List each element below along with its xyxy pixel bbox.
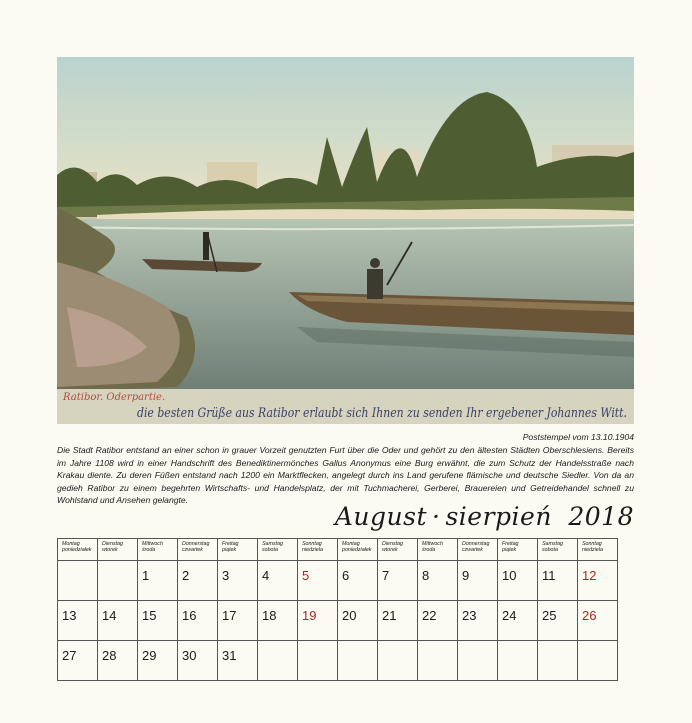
weekday-header	[178, 539, 218, 561]
day-number: 16	[182, 608, 197, 623]
weekday-header	[578, 539, 618, 561]
day-cell	[458, 561, 498, 601]
day-cell	[378, 601, 418, 641]
day-cell	[218, 561, 258, 601]
day-number: 30	[182, 648, 197, 663]
day-cell	[178, 601, 218, 641]
day-cell	[458, 641, 498, 681]
day-cell	[298, 641, 338, 681]
day-number: 21	[382, 608, 397, 623]
weekday-header	[258, 539, 298, 561]
weekday-de: Freitag	[222, 541, 239, 547]
day-cell	[138, 601, 178, 641]
day-cell	[418, 561, 458, 601]
weekday-de: Samstag	[542, 541, 563, 547]
weekday-header	[538, 539, 578, 561]
weekday-pl: wtorek	[102, 547, 118, 554]
weekday-de: Freitag	[502, 541, 519, 547]
day-number: 12	[582, 568, 597, 583]
weekday-header	[418, 539, 458, 561]
weekday-header	[218, 539, 258, 561]
weekday-de: Dienstag	[102, 541, 123, 547]
day-number: 10	[502, 568, 517, 583]
postmark-date: Poststempel vom 13.10.1904	[522, 432, 634, 442]
day-number: 26	[582, 608, 597, 623]
day-number: 31	[222, 648, 237, 663]
day-number: 22	[422, 608, 437, 623]
postcard-handwriting: die besten Grüße aus Ratibor erlaubt sich Ihnen zu senden Ihr ergebener Johannes Witt.	[137, 406, 627, 421]
weekday-pl: czwartek	[462, 547, 483, 554]
weekday-pl: czwartek	[182, 547, 203, 554]
day-number: 13	[62, 608, 77, 623]
day-cell	[138, 641, 178, 681]
weekday-de: Sonntag	[582, 541, 602, 547]
week-row	[58, 641, 618, 681]
weekday-header	[338, 539, 378, 561]
day-cell	[338, 641, 378, 681]
day-cell	[98, 641, 138, 681]
day-cell	[538, 641, 578, 681]
day-number: 19	[302, 608, 317, 623]
month-title: August · sierpień 2018	[334, 502, 634, 531]
month-de: August	[334, 502, 427, 531]
weekday-pl: piątek	[222, 547, 237, 554]
day-number: 8	[422, 568, 430, 583]
caption	[57, 431, 634, 506]
postcard-printed-title: Ratibor. Oderpartie.	[63, 392, 166, 403]
weekday-de: Sonntag	[302, 541, 322, 547]
day-number: 3	[222, 568, 230, 583]
weekday-header	[138, 539, 178, 561]
day-number: 1	[142, 568, 150, 583]
day-cell	[298, 601, 338, 641]
day-cell	[58, 601, 98, 641]
weekday-header	[498, 539, 538, 561]
day-number: 7	[382, 568, 390, 583]
day-cell	[458, 601, 498, 641]
day-number: 2	[182, 568, 190, 583]
day-cell	[98, 601, 138, 641]
weekday-header	[378, 539, 418, 561]
weekday-de: Mittwoch	[422, 541, 443, 547]
weekday-pl: środa	[422, 547, 436, 554]
day-cell	[218, 601, 258, 641]
weekday-pl: piątek	[502, 547, 517, 554]
day-number: 15	[142, 608, 157, 623]
weekday-de: Samstag	[262, 541, 283, 547]
day-number: 6	[342, 568, 350, 583]
day-cell	[538, 561, 578, 601]
day-cell	[258, 641, 298, 681]
day-cell	[498, 561, 538, 601]
day-number: 20	[342, 608, 357, 623]
day-cell	[378, 641, 418, 681]
month-pl: sierpień	[445, 502, 552, 531]
weekday-pl: wtorek	[382, 547, 398, 554]
calendar-grid	[57, 538, 618, 681]
day-cell	[98, 561, 138, 601]
day-cell	[338, 601, 378, 641]
day-cell	[178, 561, 218, 601]
week-row	[58, 561, 618, 601]
day-cell	[58, 561, 98, 601]
day-cell	[578, 601, 618, 641]
day-number: 5	[302, 568, 310, 583]
weekday-header	[98, 539, 138, 561]
day-number: 4	[262, 568, 270, 583]
day-cell	[58, 641, 98, 681]
weekday-pl: niedziela	[302, 547, 323, 554]
day-number: 29	[142, 648, 157, 663]
day-cell	[538, 601, 578, 641]
day-number: 25	[542, 608, 557, 623]
weekday-pl: poniedziałek	[342, 547, 372, 554]
day-cell	[578, 641, 618, 681]
weekday-de: Montag	[62, 541, 80, 547]
weekday-pl: środa	[142, 547, 156, 554]
day-number: 27	[62, 648, 77, 663]
day-cell	[418, 601, 458, 641]
day-number: 17	[222, 608, 237, 623]
weekday-de: Dienstag	[382, 541, 403, 547]
year: 2018	[568, 502, 634, 531]
weekday-header	[458, 539, 498, 561]
day-number: 23	[462, 608, 477, 623]
weekday-header	[298, 539, 338, 561]
day-cell	[498, 601, 538, 641]
weekday-de: Montag	[342, 541, 360, 547]
weekday-header	[58, 539, 98, 561]
weekday-pl: niedziela	[582, 547, 603, 554]
weekday-pl: sobota	[262, 547, 278, 554]
day-cell	[218, 641, 258, 681]
day-cell	[258, 601, 298, 641]
postcard-photo	[57, 57, 634, 424]
day-number: 28	[102, 648, 117, 663]
day-number: 14	[102, 608, 117, 623]
day-number: 11	[542, 568, 556, 583]
day-cell	[498, 641, 538, 681]
day-cell	[338, 561, 378, 601]
week-row	[58, 601, 618, 641]
day-number: 24	[502, 608, 517, 623]
day-cell	[178, 641, 218, 681]
day-cell	[258, 561, 298, 601]
weekday-pl: poniedziałek	[62, 547, 92, 554]
day-cell	[298, 561, 338, 601]
day-cell	[418, 641, 458, 681]
caption-text: Die Stadt Ratibor entstand an einer schon in grauer Vorzeit genutzten Furt über die Oder und gehört zu den ältesten Städten Oberschlesiens. Bereits im Jahre 1108 wird in einer Handschrift des Benediktinermönches Gallus Anonymus eine Burg erwähnt, die zum Schutz der Handelsstraße nach Krakau diente. Zu deren Füßen entstand nach 1200 ein Marktflecken, angelegt durch ins Land gerufene flämische und deutsche Siedler. Von da an gedieh Ratibor zu einem begehrten Wirtschafts- und Handelsplatz, der mit Tuchmacherei, Gerberei, Brauereien und Getreidehandel schnell zu Wohlstand und Ansehen gelangte.	[57, 445, 634, 506]
weekday-de: Donnerstag	[462, 541, 490, 547]
weekday-de: Donnerstag	[182, 541, 210, 547]
day-cell	[378, 561, 418, 601]
weekday-pl: sobota	[542, 547, 558, 554]
day-number: 9	[462, 568, 470, 583]
day-number: 18	[262, 608, 277, 623]
weekday-header-row	[58, 539, 618, 561]
river-scene-illustration	[57, 57, 634, 424]
weekday-de: Mittwoch	[142, 541, 163, 547]
day-cell	[578, 561, 618, 601]
day-cell	[138, 561, 178, 601]
